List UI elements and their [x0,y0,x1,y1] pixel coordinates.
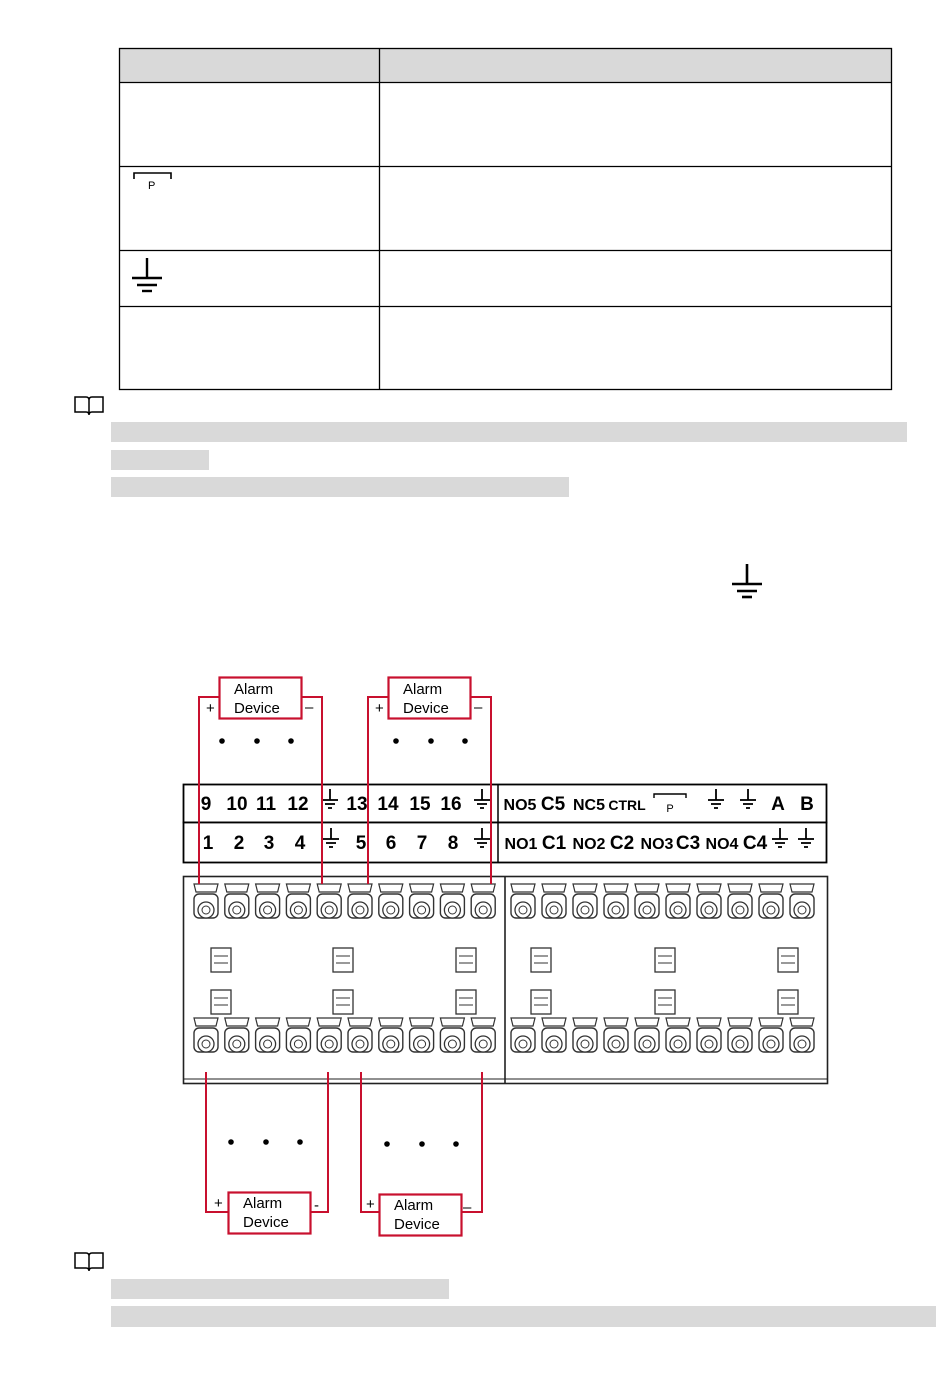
terminal-screw [194,1018,218,1052]
terminal-label-no4: NO4 [705,836,739,853]
terminal-label-no5: NO5 [503,797,537,814]
alarm-device-top-left [220,678,302,719]
terminal-label-a: A [771,794,785,815]
svg-text:Alarm: Alarm [394,1197,434,1214]
terminal-screw [286,884,310,918]
terminal-screw [666,1018,690,1052]
terminal-screw [728,1018,752,1052]
svg-text:Alarm: Alarm [403,681,443,698]
terminal-screw [728,884,752,918]
terminal-latch [655,948,675,972]
plus-mark: + [366,1196,375,1213]
terminal-label-12: 12 [287,794,309,815]
terminal-screw [542,884,566,918]
terminal-screw [759,884,783,918]
plus-mark: + [206,700,215,717]
terminal-screw [604,1018,628,1052]
terminal-latch [531,948,551,972]
terminal-label-4: 4 [294,833,306,854]
terminal-label-14: 14 [377,794,399,815]
svg-text:Alarm: Alarm [243,1195,283,1212]
alarm-device-bottom-right [380,1195,462,1236]
terminal-label-c4: C4 [742,833,768,854]
terminal-screw [542,1018,566,1052]
minus-mark: – [463,1199,472,1216]
terminal-screw [790,1018,814,1052]
terminal-screw [697,884,721,918]
terminal-screw [511,1018,535,1052]
terminal-label-13: 13 [346,794,368,815]
terminal-screw [440,1018,464,1052]
terminal-screw [573,1018,597,1052]
terminal-label-no3: NO3 [640,836,674,853]
terminal-screw [471,884,495,918]
terminal-latch [778,990,798,1014]
terminal-screw [440,884,464,918]
terminal-label-3: 3 [263,833,275,854]
svg-text:Device: Device [394,1216,440,1233]
minus-mark: – [305,699,314,716]
terminal-screw [573,884,597,918]
terminal-screw [410,884,434,918]
terminal-label-c5: C5 [540,794,566,815]
minus-mark: - [314,1197,319,1214]
terminal-screw [697,1018,721,1052]
terminal-label-c1: C1 [541,833,567,854]
terminal-screw [348,884,372,918]
terminal-label-2: 2 [233,833,245,854]
terminal-label-7: 7 [416,833,428,854]
svg-text:Alarm: Alarm [234,681,274,698]
terminal-latch [456,990,476,1014]
svg-text:P: P [148,180,156,192]
minus-mark: – [474,699,483,716]
terminal-label-11: 11 [255,794,277,815]
terminal-screw [379,884,403,918]
terminal-label-c3: C3 [675,833,701,854]
terminal-label-b: B [800,794,814,815]
terminal-screw [511,884,535,918]
terminal-screw [286,1018,310,1052]
terminal-label-6: 6 [385,833,397,854]
svg-text:Device: Device [243,1214,289,1231]
terminal-screw [410,1018,434,1052]
plus-mark: + [214,1195,223,1212]
terminal-label-5: 5 [355,833,367,854]
terminal-screw [225,1018,249,1052]
terminal-screw [317,1018,341,1052]
terminal-latch [778,948,798,972]
terminal-label-c2: C2 [609,833,635,854]
terminal-latch [531,990,551,1014]
svg-text:Device: Device [403,700,449,717]
terminal-screw [256,884,280,918]
terminal-latch [211,990,231,1014]
terminal-screw [194,884,218,918]
svg-text:Device: Device [234,700,280,717]
terminal-screw [604,884,628,918]
terminal-screw [759,1018,783,1052]
terminal-label-9: 9 [200,794,212,815]
terminal-latch [333,948,353,972]
terminal-screw [379,1018,403,1052]
terminal-label-no1: NO1 [504,836,538,853]
terminal-label-8: 8 [447,833,459,854]
terminal-label-no2: NO2 [572,836,606,853]
terminal-label-ctrl: CTRL [608,797,646,813]
terminal-screw [317,884,341,918]
note-book-icon [72,1250,106,1274]
terminal-screw [348,1018,372,1052]
plus-mark: + [375,700,384,717]
alarm-device-bottom-left [229,1193,311,1234]
svg-text:P: P [666,803,674,815]
terminal-screw [471,1018,495,1052]
terminal-latch [211,948,231,972]
terminal-screw [790,884,814,918]
terminal-screw [666,884,690,918]
note-line-5 [111,1306,936,1327]
note-line-4 [111,1279,449,1299]
terminal-label-nc5: NC5 [572,797,606,814]
terminal-screw [256,1018,280,1052]
terminal-latch [655,990,675,1014]
terminal-label-15: 15 [409,794,431,815]
alarm-device-top-right [389,678,471,719]
terminal-label-1: 1 [202,833,214,854]
terminal-screw [635,1018,659,1052]
terminal-screw [225,884,249,918]
terminal-latch [456,948,476,972]
terminal-label-16: 16 [440,794,462,815]
terminal-screw [635,884,659,918]
terminal-latch [333,990,353,1014]
terminal-label-10: 10 [226,794,248,815]
